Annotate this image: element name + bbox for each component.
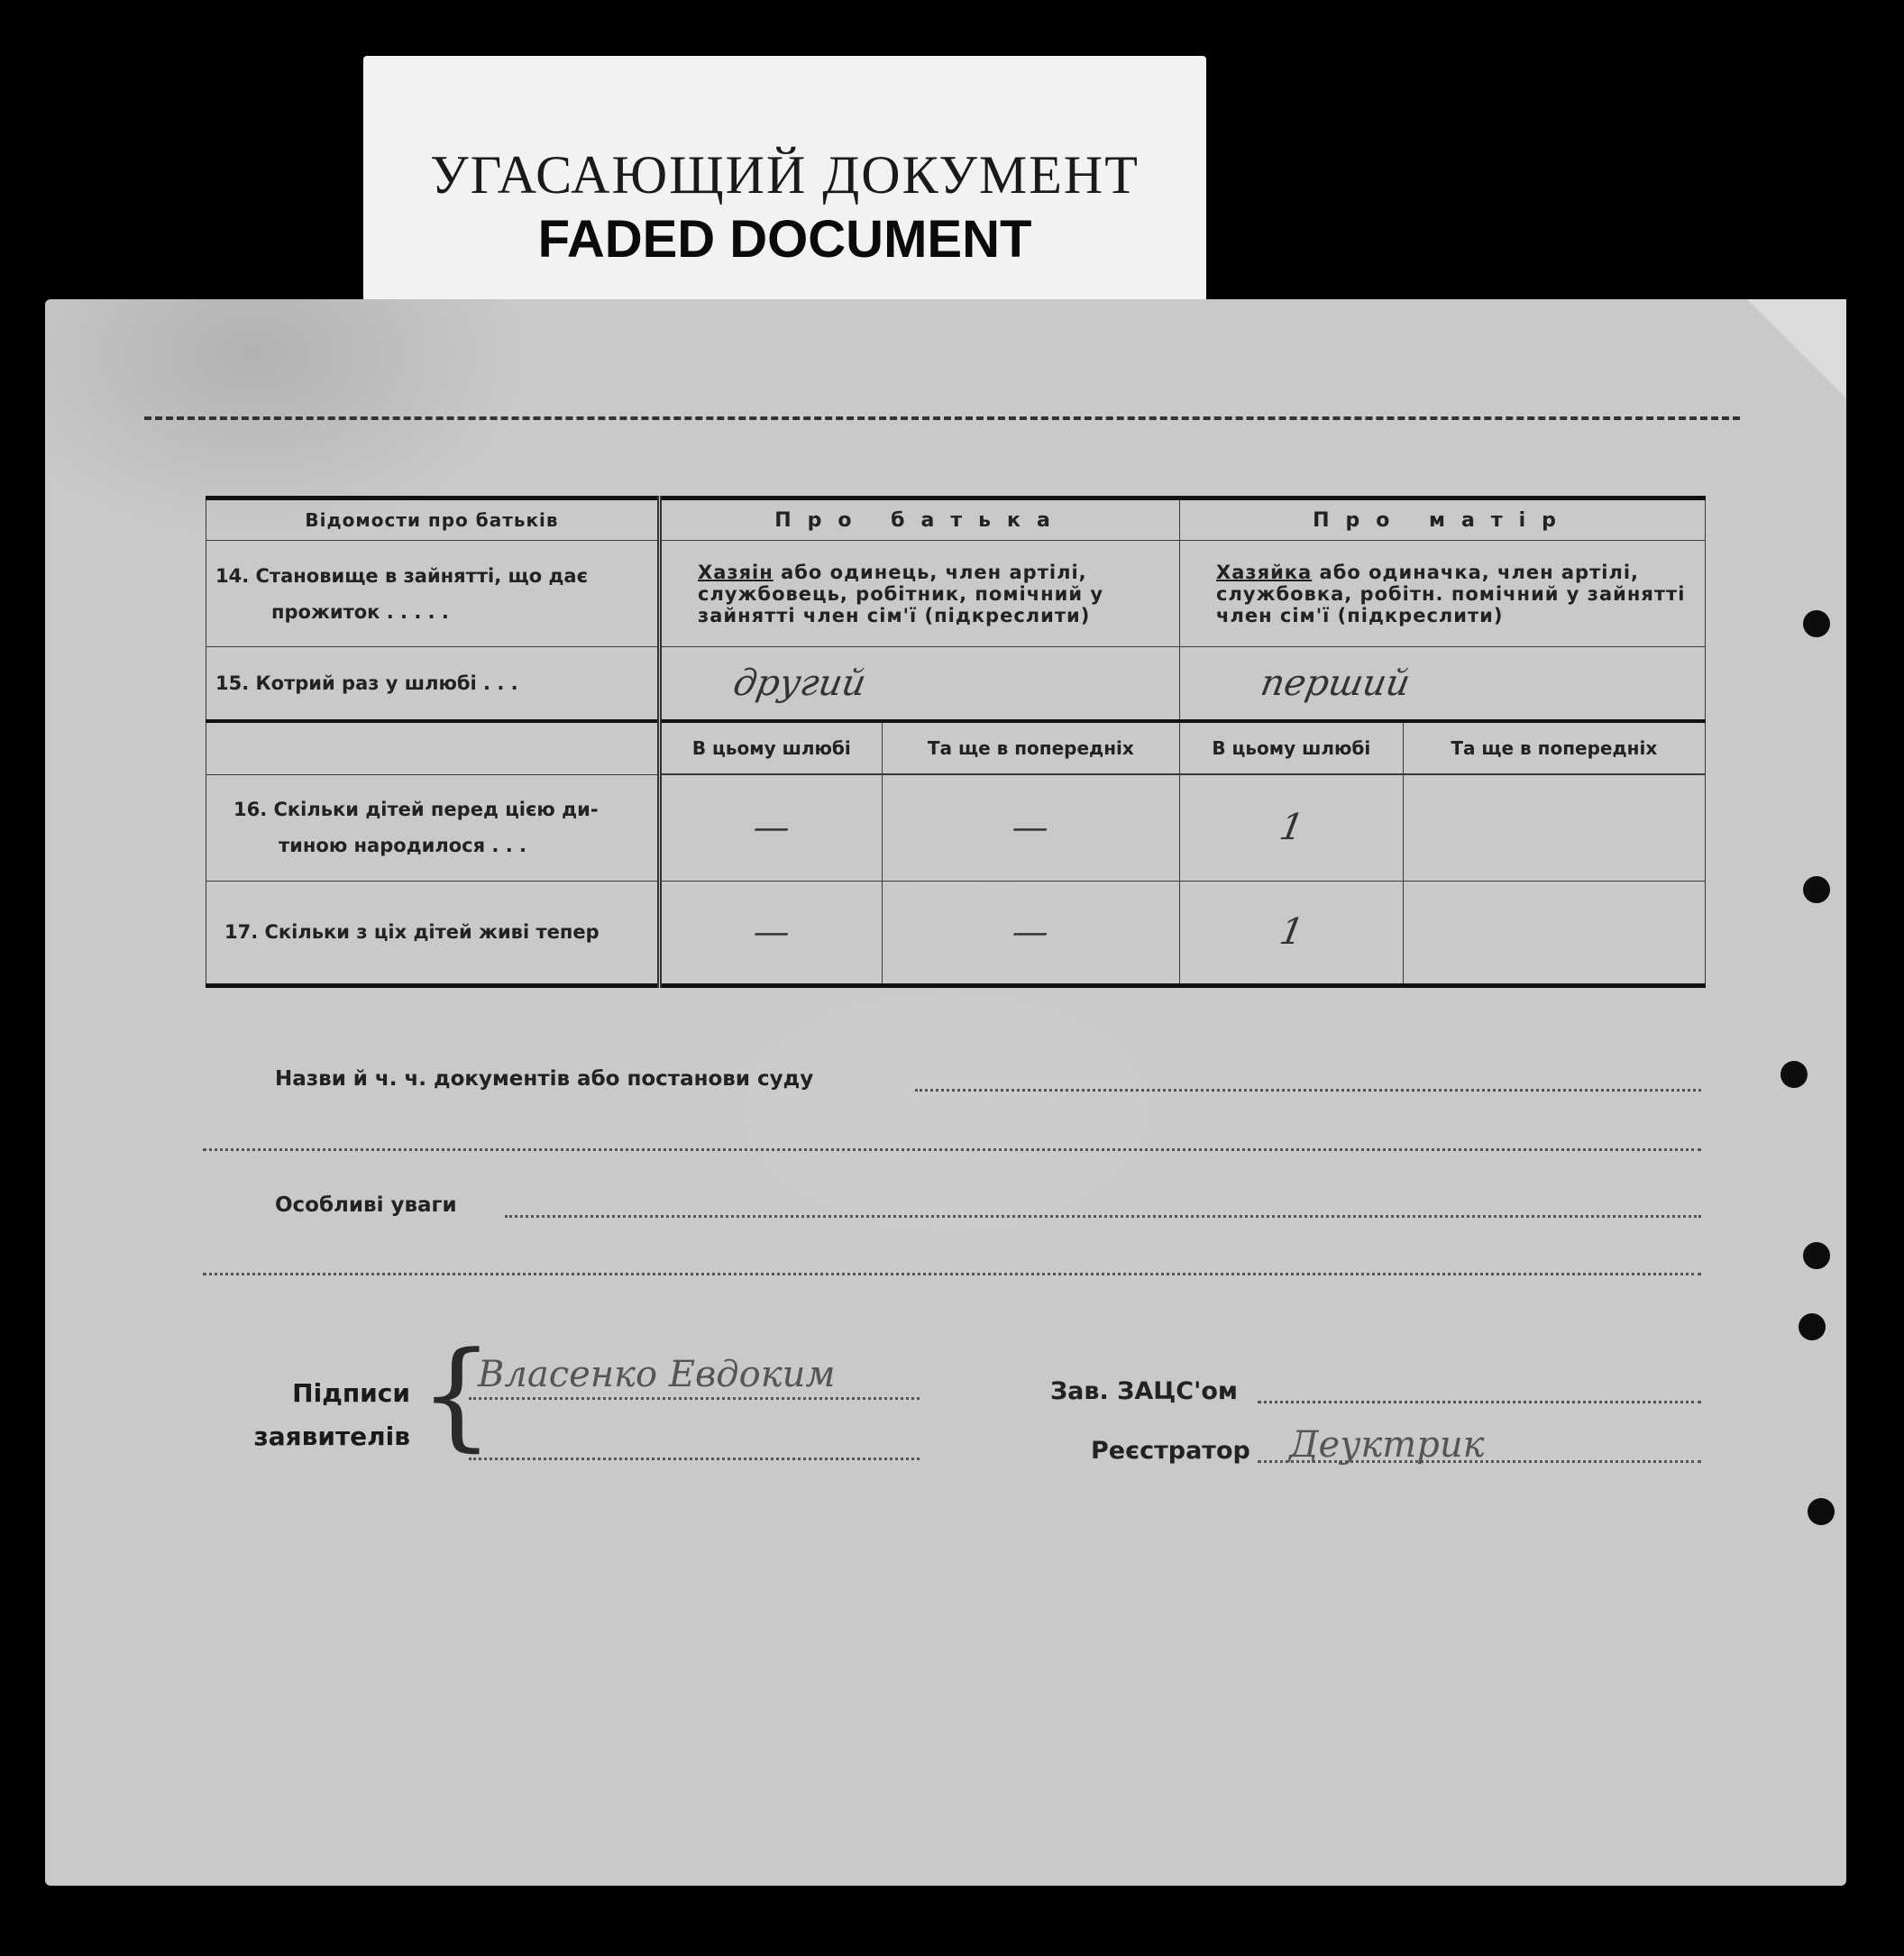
- subheader-mother-this-marriage: В цьому шлюбі: [1180, 721, 1404, 774]
- father-underlined-word: Хазяін: [698, 561, 774, 583]
- punch-hole: [1808, 1498, 1835, 1525]
- perforation-line: [144, 416, 1740, 420]
- row-14-label: [206, 541, 660, 647]
- father-marriage-count: другий: [729, 662, 869, 704]
- row-14-father: [660, 541, 1180, 647]
- value: —: [1009, 807, 1053, 848]
- row-14-label-line2: прожиток . . . . .: [271, 600, 449, 623]
- row-15-label: 15. Котрий раз у шлюбі . . .: [206, 647, 660, 721]
- row-16-spacer: [206, 721, 660, 775]
- value: —: [1009, 911, 1053, 953]
- row-16-father-prev: [882, 774, 1179, 881]
- subheader-father-previous: Та ще в попередніх: [882, 721, 1179, 774]
- row-16-father-this: [660, 774, 883, 881]
- head-signature-line: [1258, 1401, 1701, 1403]
- signatures-label-line2: заявителів: [253, 1421, 410, 1451]
- signatures-brace: {: [419, 1326, 494, 1463]
- row-16-mother-this: [1180, 774, 1404, 881]
- registrar-signature-line: [1258, 1460, 1701, 1463]
- documents-line-2: [203, 1148, 1701, 1151]
- row-17-label: 17. Скільки з ціх дітей живі тепер: [206, 881, 660, 985]
- label-russian: УГАСАЮЩИЙ ДОКУМЕНТ: [430, 145, 1140, 205]
- head-of-registry-label: Зав. ЗАЦС'ом: [1050, 1377, 1238, 1405]
- row-16-mother-prev: [1403, 774, 1705, 881]
- row-15-mother: [1180, 647, 1706, 721]
- header-about-mother: Про матір: [1180, 498, 1706, 541]
- applicant-signature-line-2: [469, 1458, 920, 1460]
- mother-occupation-options: або одиначка, член артілі, службовка, робітн. помічний у зайнятті член сім'ї (підкреслити): [1216, 561, 1686, 626]
- value: —: [749, 911, 793, 953]
- row-15-father: [660, 647, 1180, 721]
- punch-hole: [1780, 1061, 1808, 1088]
- parents-info-table: [206, 496, 1706, 988]
- documents-label: Назви й ч. ч. документів або постанови суду: [275, 1067, 814, 1091]
- document-sheet: [45, 299, 1846, 1886]
- row-17-mother-prev: [1403, 881, 1705, 985]
- mother-underlined-word: Хазяйка: [1216, 561, 1313, 583]
- applicant-signature-line: [469, 1397, 920, 1400]
- folded-corner: [1747, 299, 1846, 398]
- value: —: [749, 807, 793, 848]
- value: 1: [1276, 807, 1307, 848]
- row-14-mother: [1180, 541, 1706, 647]
- row-16-label-line1: 16. Скільки дітей перед цією ди-: [233, 799, 599, 820]
- subheader-mother-previous: Та ще в попередніх: [1403, 721, 1705, 774]
- remarks-label: Особливі уваги: [275, 1193, 457, 1217]
- punch-hole: [1803, 610, 1830, 637]
- signatures-label: [216, 1372, 410, 1458]
- row-14-label-line1: 14. Становище в зайнятті, що дає: [215, 564, 589, 587]
- header-about-father: Про батька: [660, 498, 1180, 541]
- father-occupation-options: або одинець, член артілі, службовець, робітник, помічний у зайнятті член сім'ї (підкреслити): [698, 561, 1104, 626]
- row-16-label: [206, 774, 660, 881]
- signatures-label-line1: Підписи: [292, 1378, 410, 1408]
- punch-hole: [1803, 876, 1830, 903]
- remarks-line-2: [203, 1273, 1701, 1275]
- registrar-label: Реєстратор: [1091, 1437, 1250, 1465]
- row-16-label-line2: тиною народилося . . .: [279, 835, 526, 856]
- remarks-line: [505, 1215, 1701, 1218]
- applicant-signature: Власенко Евдоким: [478, 1354, 836, 1395]
- registrar-signature: Деуктрик: [1289, 1424, 1485, 1466]
- subheader-father-this-marriage: В цьому шлюбі: [660, 721, 883, 774]
- mother-marriage-count: перший: [1257, 662, 1414, 704]
- documents-line: [915, 1089, 1701, 1092]
- row-17-father-prev: [882, 881, 1179, 985]
- punch-hole: [1799, 1313, 1826, 1340]
- value: 1: [1276, 911, 1307, 953]
- punch-hole: [1803, 1242, 1830, 1269]
- row-17-father-this: [660, 881, 883, 985]
- label-english: FADED DOCUMENT: [537, 210, 1032, 269]
- faded-document-label: [363, 56, 1206, 313]
- header-parents-info: Відомости про батьків: [206, 498, 660, 541]
- row-17-mother-this: [1180, 881, 1404, 985]
